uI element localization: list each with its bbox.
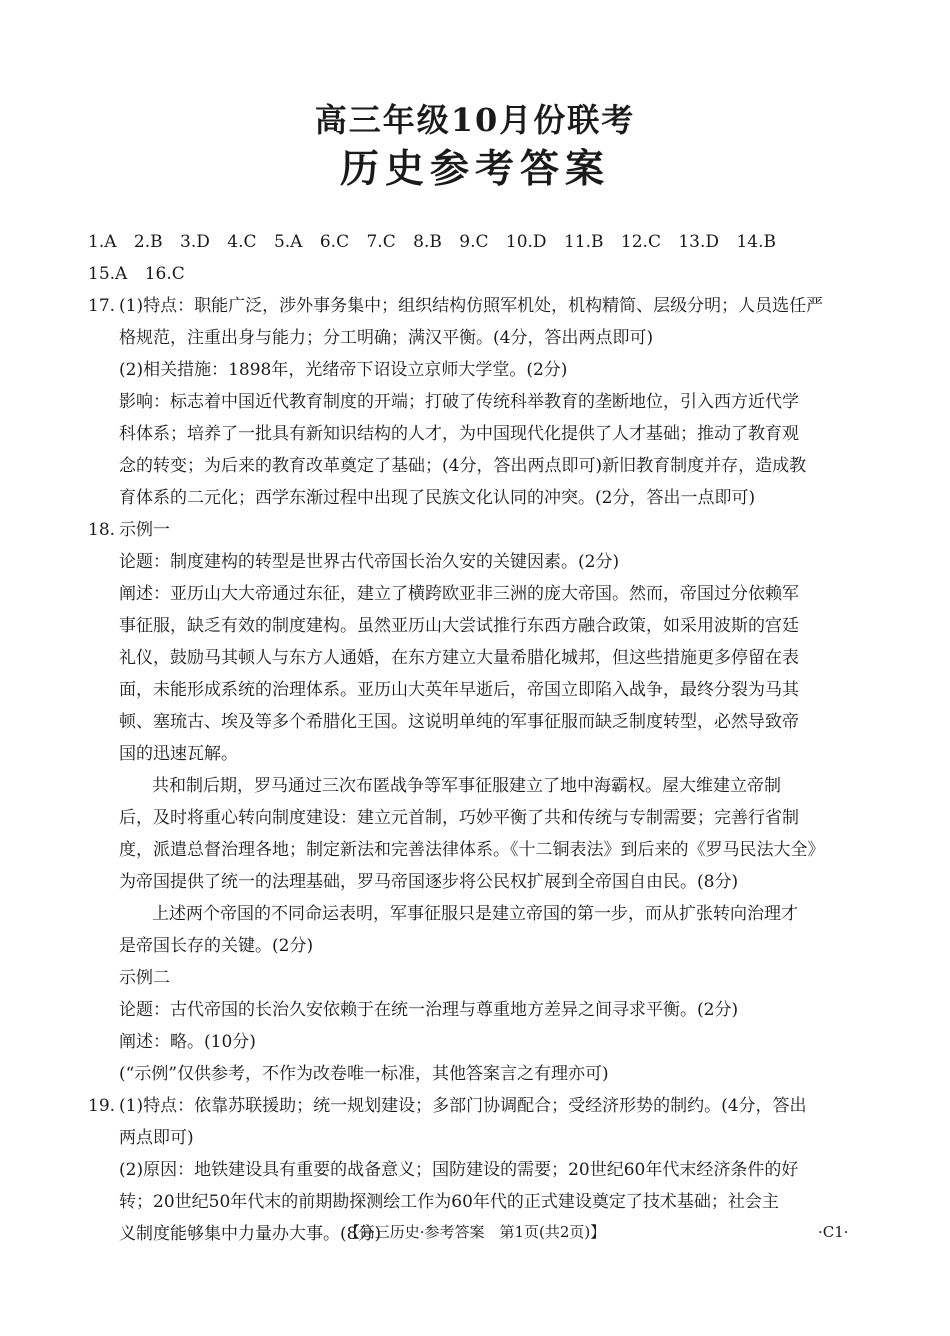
q18-line: 是帝国长存的关键。(2分) (119, 936, 314, 956)
mc-answer: 6.C (319, 232, 350, 252)
mc-answer: 13.D (678, 232, 720, 252)
q18-line: 阐述：略。(10分) (119, 1032, 256, 1052)
q18-line: 礼仪，鼓励马其顿人与东方人通婚，在东方建立大量希腊化城邦，但这些措施更多停留在表 (119, 648, 799, 668)
mc-answer: 8.B (413, 232, 442, 252)
mc-answer: 9.C (459, 232, 489, 252)
mc-answer: 4.C (227, 232, 257, 252)
question-number: 18. (88, 520, 116, 540)
mc-answer: 16.C (144, 264, 185, 284)
page-code: ·C1· (818, 1223, 849, 1241)
question-number: 17. (88, 296, 116, 316)
q17-line (88, 290, 860, 322)
q19-line: (2)原因：地铁建设具有重要的战备意义；国防建设的需要；20世纪60年代末经济条件的好 (119, 1160, 799, 1180)
title-answer-key: 历史参考答案 (339, 146, 610, 192)
q18-line: 顿、塞琉古、埃及等多个希腊化王国。这说明单纯的军事征服而缺乏制度转型，必然导致帝 (119, 712, 799, 732)
mc-answer: 3.D (180, 232, 210, 252)
q18-line: 国的迅速瓦解。 (119, 744, 238, 764)
mc-answer: 14.B (736, 232, 776, 252)
mc-answers-row-1 (88, 226, 860, 258)
mc-answer: 5.A (273, 232, 303, 252)
q17-line: 念的转变；为后来的教育改革奠定了基础；(4分，答出两点即可)新旧教育制度并存，造成教 (119, 456, 807, 476)
question-number: 19. (88, 1096, 116, 1116)
q17-text: (1)特点：职能广泛，涉外事务集中；组织结构仿照军机处，机构精简、层级分明；人员选任严 (119, 296, 824, 316)
q17-line: 科体系；培养了一批具有新知识结构的人才，为中国现代化提供了人才基础；推动了教育观 (119, 424, 799, 444)
q18-line (88, 514, 860, 546)
mc-answer: 2.B (133, 232, 163, 252)
q18-line: 论题：制度建构的转型是世界古代帝国长治久安的关键因素。(2分) (119, 552, 620, 572)
q19-line: 义制度能够集中力量办大事。(8分) (119, 1224, 382, 1244)
q19-line (88, 1090, 860, 1122)
q17-line: 格规范，注重出身与能力；分工明确；满汉平衡。(4分，答出两点即可) (119, 328, 654, 348)
q18-line: 后，及时将重心转向制度建设：建立元首制，巧妙平衡了共和传统与专制需要；完善行省制 (119, 808, 799, 828)
q18-line: 面，未能形成系统的治理体系。亚历山大英年早逝后，帝国立即陷入战争，最终分裂为马其 (119, 680, 799, 700)
q18-line: 阐述：亚历山大大帝通过东征，建立了横跨欧亚非三洲的庞大帝国。然而，帝国过分依赖军 (119, 584, 799, 604)
example-label: 示例二 (119, 968, 170, 988)
q18-line: 事征服，缺乏有效的制度建构。虽然亚历山大尝试推行东西方融合政策，如采用波斯的宫廷 (119, 616, 799, 636)
q18-line: 度，派遣总督治理各地；制定新法和完善法律体系。《十二铜表法》到后来的《罗马民法大全》 (119, 840, 825, 860)
example-label: 示例一 (119, 520, 170, 540)
q18-line: 共和制后期，罗马通过三次布匿战争等军事征服建立了地中海霸权。屋大维建立帝制 (152, 776, 781, 796)
q17-line: 影响：标志着中国近代教育制度的开端；打破了传统科举教育的垄断地位，引入西方近代学 (119, 392, 799, 412)
q19-line: 两点即可) (119, 1128, 194, 1148)
answer-content (88, 226, 860, 1250)
title-exam-name: 高三年级10月份联考 (314, 101, 636, 139)
mc-answer: 15.A (88, 264, 128, 284)
q17-line: 育体系的二元化；西学东渐过程中出现了民族文化认同的冲突。(2分，答出一点即可) (119, 488, 756, 508)
q18-line: 论题：古代帝国的长治久安依赖于在统一治理与尊重地方差异之间寻求平衡。(2分) (119, 1000, 739, 1020)
mc-answer: 11.B (563, 232, 604, 252)
mc-answer: 12.C (620, 232, 661, 252)
q18-line: 为帝国提供了统一的法理基础，罗马帝国逐步将公民权扩展到全帝国自由民。(8分) (119, 872, 739, 892)
q17-line: (2)相关措施：1898年，光绪帝下诏设立京师大学堂。(2分) (119, 360, 568, 380)
q18-line: 上述两个帝国的不同命运表明，军事征服只是建立帝国的第一步，而从扩张转向治理才 (152, 904, 798, 924)
q19-text: (1)特点：依靠苏联援助；统一规划建设；多部门协调配合；受经济形势的制约。(4分，答出 (119, 1096, 807, 1116)
page-footer: 【高三历史·参考答案 第1页(共2页)】 (344, 1223, 606, 1241)
q19-line: 转；20世纪50年代末的前期勘探测绘工作为60年代的正式建设奠定了技术基础；社会主 (119, 1192, 779, 1212)
q18-note: (“示例”仅供参考，不作为改卷唯一标准，其他答案言之有理亦可) (119, 1064, 609, 1084)
mc-answer: 7.C (366, 232, 396, 252)
mc-answers-row-2 (88, 258, 860, 290)
mc-answer: 1.A (88, 232, 117, 252)
mc-answer: 10.D (505, 232, 547, 252)
